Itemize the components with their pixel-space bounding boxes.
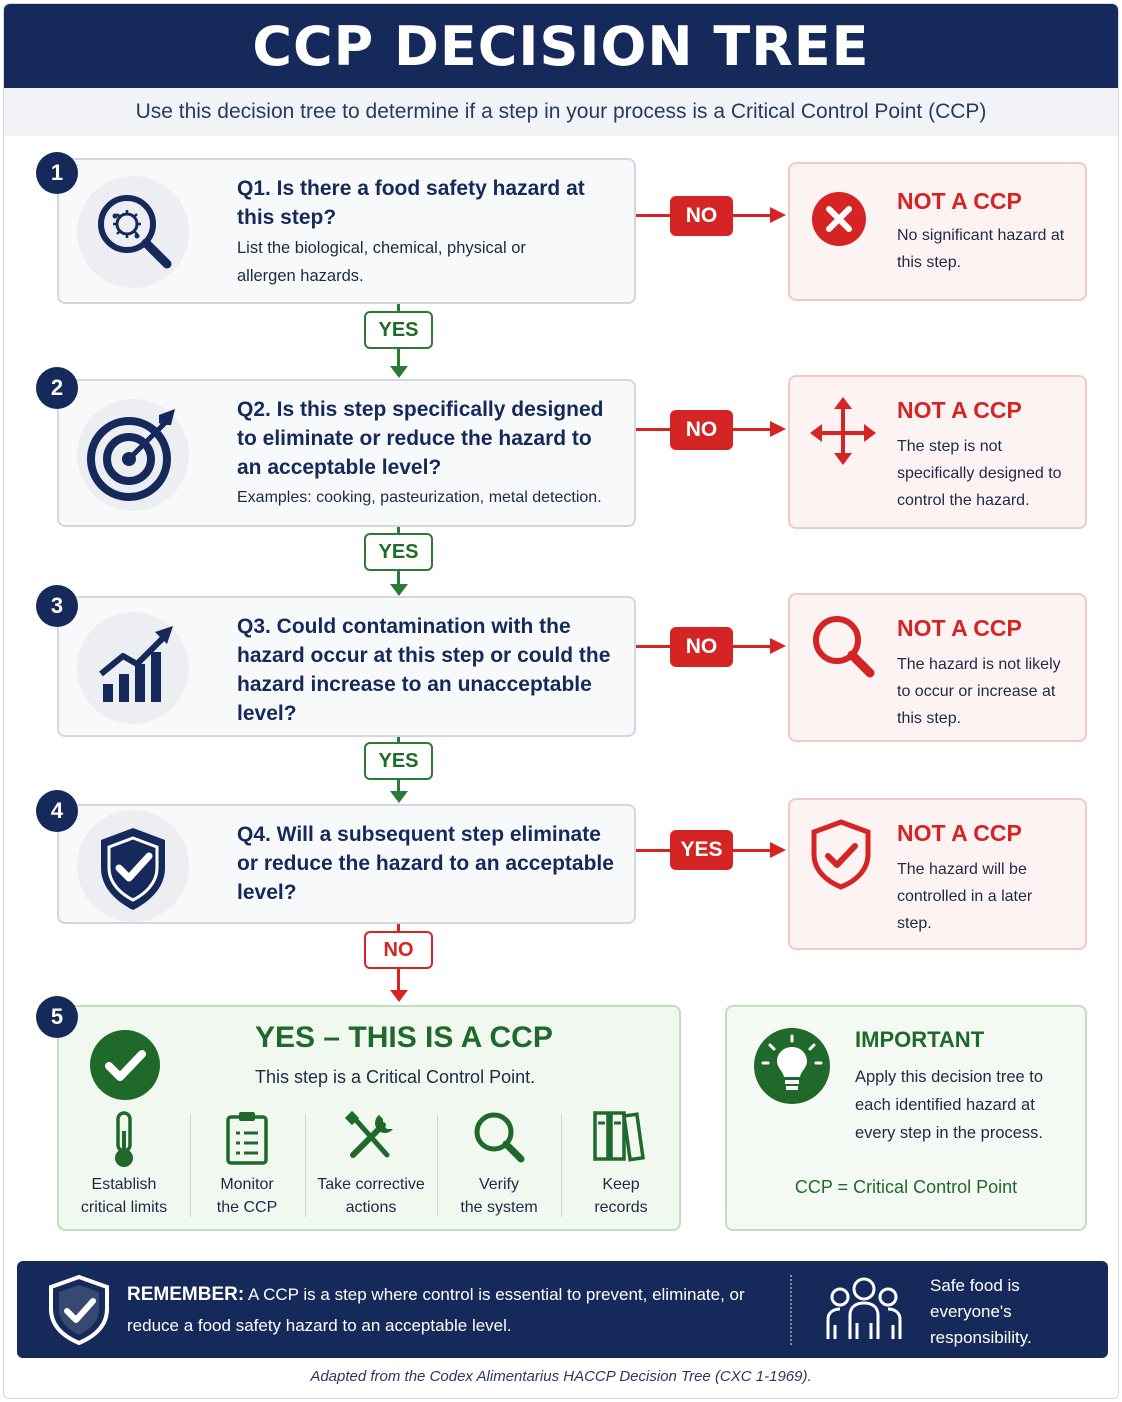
clipboard-icon <box>224 1109 270 1167</box>
branch-arrowhead-3 <box>770 638 786 654</box>
page-subtitle: Use this decision tree to determine if a step in your process is a Critical Control Point (CCP) <box>4 88 1118 136</box>
outcome-title-3: NOT A CCP <box>897 615 1022 641</box>
page-title: CCP DECISION TREE <box>252 14 870 78</box>
outcome-box-3 <box>788 593 1087 742</box>
people-icon <box>823 1275 905 1348</box>
safe-food-text: Safe food is everyone's responsibility. <box>930 1276 1032 1347</box>
ccp-result-box <box>57 1005 681 1231</box>
branch-line-2a <box>636 428 672 431</box>
branch-label-1: NO <box>670 196 733 236</box>
outcome-title-2: NOT A CCP <box>897 397 1022 423</box>
outcome-box-1 <box>788 162 1087 301</box>
action-label-4a: Verify <box>478 1176 519 1193</box>
question-title-4: Q4. Will a subsequent step eliminate or reduce the hazard to an acceptable level? <box>237 823 614 904</box>
step-number-3: 3 <box>36 585 78 627</box>
branch-line-3a <box>636 645 672 648</box>
question-title-3: Q3. Could contamination with the hazard occur at this step or could the hazard increase to an unacceptable level? <box>237 615 611 725</box>
outcome-box-2 <box>788 375 1087 529</box>
down-arrowhead-2 <box>390 584 408 596</box>
question-box-1 <box>57 158 636 304</box>
footer-divider <box>790 1275 792 1345</box>
action-records <box>562 1107 680 1223</box>
step-number-5: 5 <box>36 996 78 1038</box>
move-arrows-icon <box>810 397 876 472</box>
step-number-1: 1 <box>36 152 78 194</box>
action-label-4b: the system <box>460 1199 538 1216</box>
branch-line-1b <box>732 214 772 217</box>
outcome-desc-2: The step is not specifically designed to control the hazard. <box>897 438 1062 509</box>
outcome-box-4 <box>788 798 1087 950</box>
outcome-title-4: NOT A CCP <box>897 820 1022 846</box>
branch-label-2: NO <box>670 410 733 450</box>
down-label-4: NO <box>364 931 433 969</box>
thermometer-icon <box>104 1109 144 1171</box>
binders-icon <box>591 1109 651 1163</box>
branch-label-4: YES <box>670 830 733 870</box>
question-title-2: Q2. Is this step specifically designed to eliminate or reduce the hazard to an acceptable level? <box>237 398 604 479</box>
step-number-4: 4 <box>36 790 78 832</box>
lightbulb-icon <box>753 1027 831 1110</box>
branch-line-3b <box>732 645 772 648</box>
branch-line-4b <box>732 849 772 852</box>
connector-1b <box>397 349 400 367</box>
action-corrective <box>306 1107 436 1223</box>
question-box-3 <box>57 596 636 737</box>
important-title: IMPORTANT <box>855 1027 985 1052</box>
shield-check-icon <box>77 810 189 922</box>
outcome-desc-1: No significant hazard at this step. <box>897 227 1065 271</box>
magnifier-icon <box>471 1109 527 1165</box>
important-footnote: CCP = Critical Control Point <box>794 1177 1018 1197</box>
outcome-title-1: NOT A CCP <box>897 188 1022 214</box>
branch-line-1a <box>636 214 672 217</box>
down-label-3: YES <box>364 742 433 780</box>
action-label-1a: Establish <box>91 1176 157 1193</box>
remember-text: A CCP is a step where control is essential to prevent, eliminate, or reduce a food safety hazard to an acceptable level. <box>127 1285 745 1335</box>
remember-text-block <box>127 1279 767 1341</box>
shield-check-icon <box>47 1273 111 1350</box>
outcome-desc-4: The hazard will be controlled in a later step. <box>897 861 1033 932</box>
magnifier-germ-icon <box>77 176 189 288</box>
down-arrowhead-3 <box>390 791 408 803</box>
question-box-2 <box>57 379 636 527</box>
outcome-desc-3: The hazard is not likely to occur or increase at this step. <box>897 656 1061 727</box>
question-title-1: Q1. Is there a food safety hazard at this step? <box>237 177 585 229</box>
action-label-1b: critical limits <box>80 1199 168 1216</box>
tools-icon <box>343 1109 399 1165</box>
ccp-subtitle: This step is a Critical Control Point. <box>255 1067 536 1087</box>
chart-growth-icon <box>77 612 189 724</box>
branch-line-2b <box>732 428 772 431</box>
action-establish-limits <box>59 1107 189 1223</box>
action-label-2b: the CCP <box>216 1199 278 1216</box>
branch-label-3: NO <box>670 627 733 667</box>
shield-check-outline-icon <box>810 818 872 895</box>
branch-line-4a <box>636 849 672 852</box>
question-desc-2: Examples: cooking, pasteurization, metal detection. <box>237 489 602 506</box>
action-monitor-ccp <box>191 1107 303 1223</box>
search-icon <box>810 613 876 684</box>
connector-4b <box>397 969 400 991</box>
step-number-2: 2 <box>36 367 78 409</box>
important-desc: Apply this decision tree to each identified hazard at every step in the process. <box>855 1068 1044 1142</box>
remember-footer <box>17 1261 1108 1358</box>
question-desc-1: List the biological, chemical, physical or allergen hazards. <box>237 239 526 285</box>
x-circle-icon <box>810 190 868 253</box>
branch-arrowhead-2 <box>770 421 786 437</box>
target-icon <box>77 399 189 511</box>
connector-2b <box>397 571 400 585</box>
down-label-2: YES <box>364 533 433 571</box>
action-label-5b: records <box>594 1199 648 1216</box>
remember-label: REMEMBER: <box>127 1284 245 1305</box>
header-banner <box>4 4 1118 88</box>
down-arrowhead-1 <box>390 366 408 378</box>
action-label-3a: Take corrective <box>317 1176 425 1193</box>
action-label-5a: Keep <box>602 1176 640 1193</box>
ccp-title: YES – THIS IS A CCP <box>255 1021 553 1054</box>
source-citation: Adapted from the Codex Alimentarius HACCP Decision Tree (CXC 1-1969). <box>310 1368 812 1385</box>
action-verify <box>438 1107 560 1223</box>
branch-arrowhead-4 <box>770 842 786 858</box>
action-label-3b: actions <box>345 1199 397 1216</box>
question-box-4 <box>57 804 636 924</box>
check-circle-icon <box>89 1029 161 1106</box>
important-box <box>725 1005 1087 1231</box>
down-arrowhead-4 <box>390 990 408 1002</box>
branch-arrowhead-1 <box>770 207 786 223</box>
down-label-1: YES <box>364 311 433 349</box>
action-label-2a: Monitor <box>220 1176 274 1193</box>
